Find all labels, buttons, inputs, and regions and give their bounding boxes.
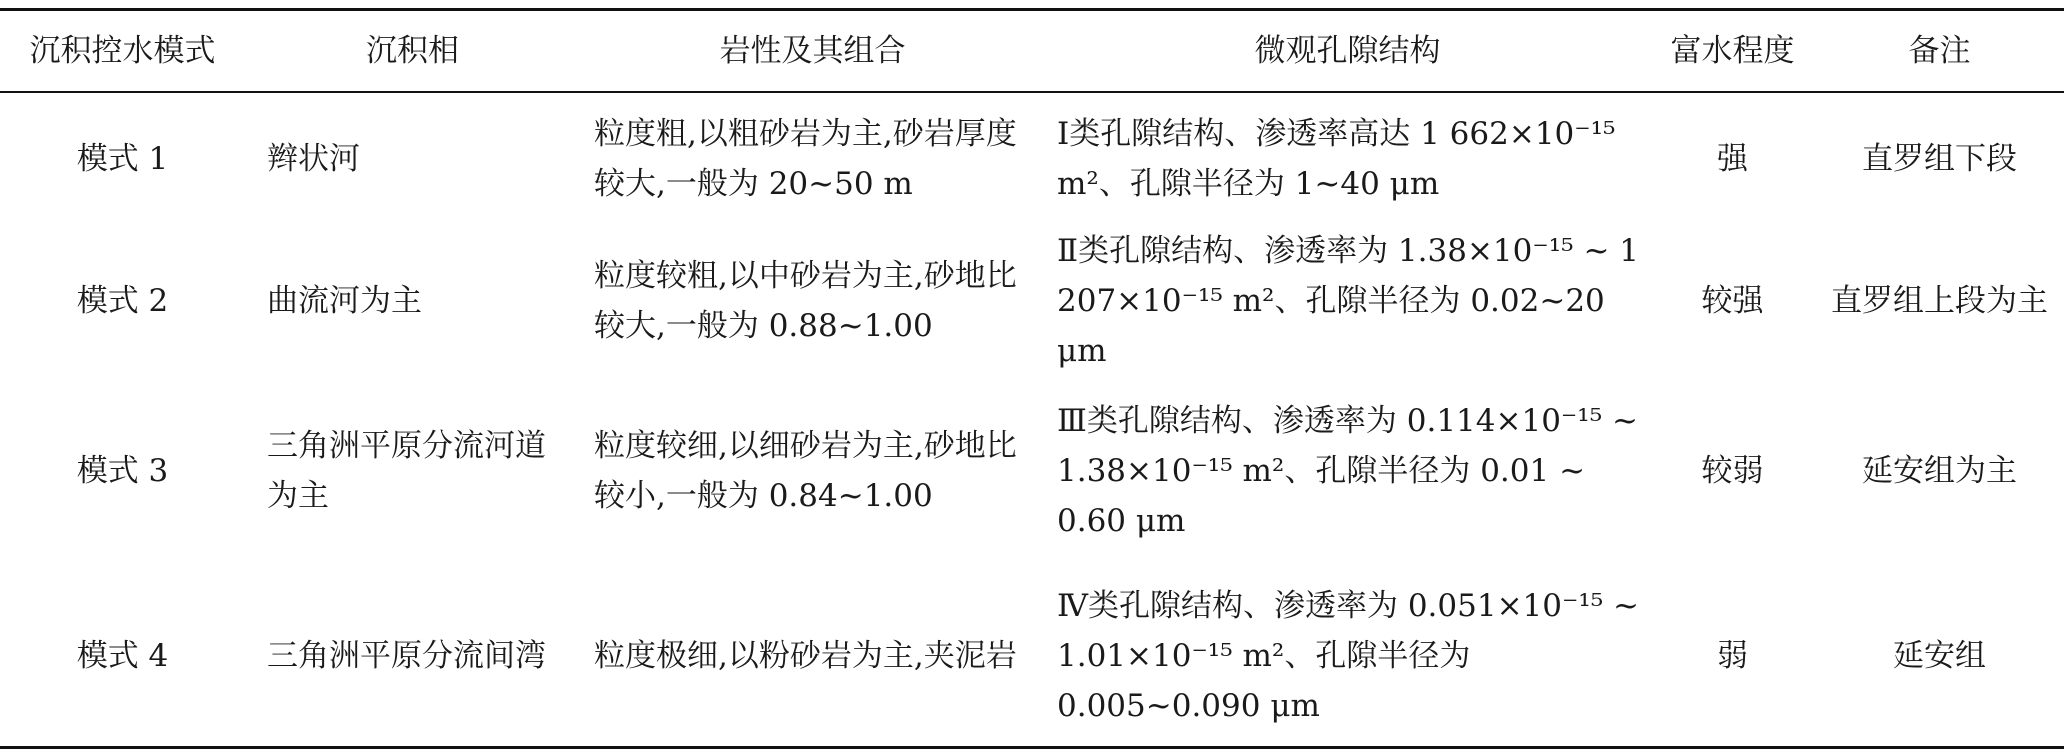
header-pore-structure: 微观孔隙结构 — [1254, 32, 1441, 69]
table-row — [0, 92, 2064, 226]
cell-pore-structure: Ⅰ类孔隙结构、渗透率高达 1 662×10⁻¹⁵ m²、孔隙半径为 1~40 μm — [1057, 116, 1616, 202]
cell-lithology: 粒度较细,以细砂岩为主,砂地比较小,一般为 0.84~1.00 — [594, 427, 1017, 514]
cell-lithology: 粒度粗,以粗砂岩为主,砂岩厚度较大,一般为 20~50 m — [594, 116, 1017, 202]
cell-note: 直罗组上段为主 — [1831, 282, 2048, 319]
data-table — [0, 8, 2064, 749]
cell-note: 直罗组下段 — [1862, 141, 2017, 177]
header-water-richness: 富水程度 — [1670, 32, 1795, 69]
cell-water-richness: 较强 — [1701, 282, 1764, 319]
header-mode: 沉积控水模式 — [29, 32, 216, 69]
cell-facies: 三角洲平原分流间湾 — [267, 637, 546, 674]
cell-mode: 模式 2 — [76, 282, 169, 319]
cell-lithology: 粒度较粗,以中砂岩为主,砂地比较大,一般为 0.88~1.00 — [594, 257, 1017, 344]
cell-facies: 曲流河为主 — [267, 282, 422, 319]
table-row — [0, 226, 2064, 376]
header-row — [0, 10, 2064, 92]
header-note: 备注 — [1908, 32, 1971, 69]
cell-note: 延安组 — [1893, 637, 1986, 674]
header-lithology: 岩性及其组合 — [719, 32, 906, 69]
cell-mode: 模式 1 — [76, 141, 169, 177]
header-facies: 沉积相 — [366, 32, 459, 69]
cell-mode: 模式 3 — [76, 452, 169, 489]
table-row — [0, 566, 2064, 748]
table-row — [0, 376, 2064, 566]
cell-note: 延安组为主 — [1862, 452, 2017, 489]
cell-water-richness: 弱 — [1717, 637, 1748, 674]
cell-water-richness: 强 — [1717, 141, 1748, 177]
cell-pore-structure: Ⅲ类孔隙结构、渗透率为 0.114×10⁻¹⁵ ~ 1.38×10⁻¹⁵ m²、孔隙半径为 0.01 ~ 0.60 μm — [1057, 402, 1638, 539]
cell-facies: 辫状河 — [267, 141, 360, 177]
cell-mode: 模式 4 — [76, 637, 169, 674]
cell-pore-structure: Ⅳ类孔隙结构、渗透率为 0.051×10⁻¹⁵ ~ 1.01×10⁻¹⁵ m²、孔隙半径为 0.005~0.090 μm — [1057, 587, 1640, 724]
cell-facies: 三角洲平原分流河道为主 — [267, 427, 546, 514]
cell-lithology: 粒度极细,以粉砂岩为主,夹泥岩 — [594, 637, 1017, 674]
cell-water-richness: 较弱 — [1701, 452, 1764, 489]
cell-pore-structure: Ⅱ类孔隙结构、渗透率为 1.38×10⁻¹⁵ ~ 1 207×10⁻¹⁵ m²、孔隙半径为 0.02~20 μm — [1057, 232, 1639, 369]
